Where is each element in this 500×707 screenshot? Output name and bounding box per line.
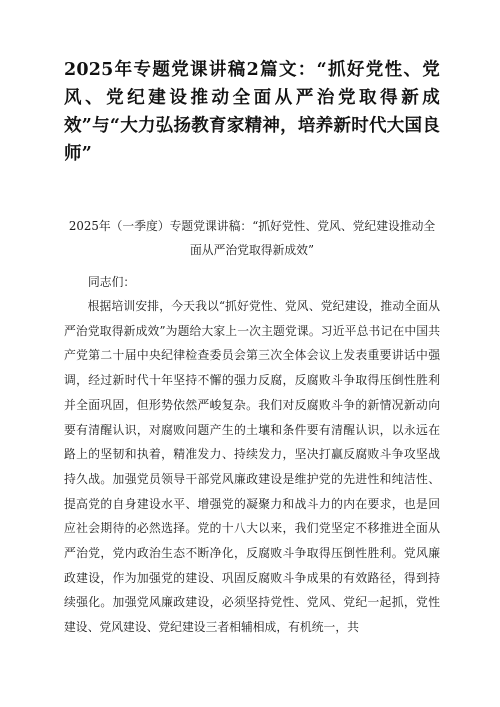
body-paragraph: 根据培训安排，今天我以“抓好党性、党风、党纪建设，推动全面从严治党取得新成效”为题给大家上一次主题党课。习近平总书记在中国共产党第二十届中央纪律检查委员会第三次全体会议上发表重要讲话中强调，经过新时代十年坚持不懈的强力反腐，反腐败斗争取得压倒性胜利并全面巩固，但形势依然严峻复杂。我们对反腐败斗争的新情况新动向要有清醒认识，对腐败问题产生的土壤和条件要有清醒认识，以永远在路上的坚韧和执着，精准发力、持续发力，坚决打赢反腐败斗争攻坚战持久战。加强党员领导干部党风廉政建设是维护党的先进性和纯洁性、提高党的自身建设水平、增强党的凝聚力和战斗力的内在要求，也是回应社会期待的必然选择。党的十八大以来，我们党坚定不移推进全面从严治党，党内政治生态不断净化，反腐败斗争取得压倒性胜利。党风廉政建设，作为加强党的建设、巩固反腐败斗争成果的有效路径，得到持续强化。加强党风廉政建设，必须坚持党性、党风、党纪一起抓，党性建设、党风建设、党纪建设三者相辅相成，有机统一，共 — [64, 299, 440, 635]
salutation: 同志们： — [88, 275, 136, 289]
document-title: 2025年专题党课讲稿2篇文：“抓好党性、党风、党纪建设推动全面从严治党取得新成效”与“大力弘扬教育家精神，培养新时代大国良师” — [64, 60, 440, 164]
section-title: 2025年（一季度）专题党课讲稿：“抓好党性、党风、党纪建设推动全面从严治党取得新成效” — [68, 219, 436, 257]
